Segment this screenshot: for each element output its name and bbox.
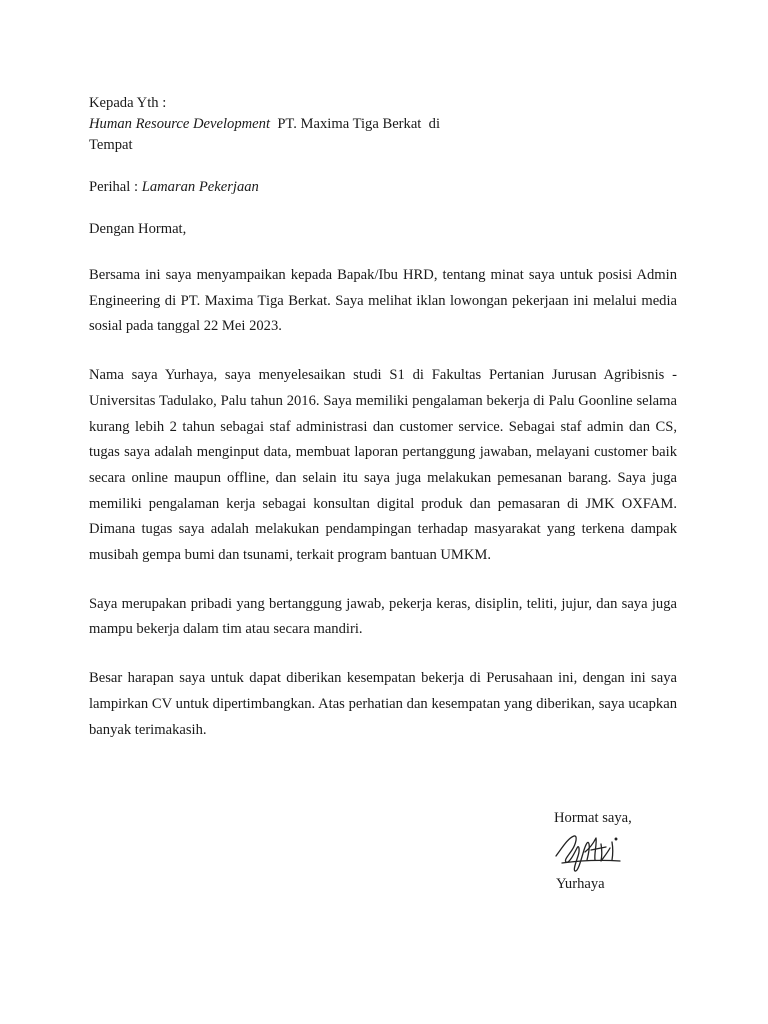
greeting: Dengan Hormat, — [89, 221, 187, 237]
signature-block — [554, 808, 694, 895]
paragraph-intro: Bersama ini saya menyampaikan kepada Bapak/Ibu HRD, tentang minat saya untuk posisi Admin Engineering di PT. Maxima Tiga Berkat. Saya melihat iklan lowongan pekerjaan ini melalui media sosial pada tanggal 22 Mei 2023. — [89, 267, 677, 335]
closing-phrase: Hormat saya, — [554, 810, 632, 826]
subject-line — [89, 177, 677, 198]
recipient-department: Human Resource Development — [89, 116, 271, 132]
letter-body — [89, 93, 677, 743]
signer-name: Yurhaya — [556, 876, 605, 892]
handwritten-signature — [554, 830, 624, 874]
paragraph-closing: Besar harapan saya untuk dapat diberikan kesempatan bekerja di Perusahaan ini, dengan ini saya lampirkan CV untuk dipertimbangkan. Atas perhatian dan kesempatan yang diberikan, saya ucapkan banyak terimakasih. — [89, 670, 677, 738]
recipient-company: PT. Maxima Tiga Berkat di — [270, 116, 441, 132]
recipient-place: Tempat — [89, 137, 133, 153]
subject-label: Perihal : — [89, 179, 142, 195]
subject-value: Lamaran Pekerjaan — [141, 179, 259, 195]
recipient-block — [89, 93, 677, 156]
paragraph-personality: Saya merupakan pribadi yang bertanggung jawab, pekerja keras, disiplin, teliti, jujur, dan saya juga mampu bekerja dalam tim atau secara mandiri. — [89, 595, 677, 638]
paragraph-experience: Nama saya Yurhaya, saya menyelesaikan studi S1 di Fakultas Pertanian Jurusan Agribisnis - Universitas Tadulako, Palu tahun 2016. Saya memiliki pengalaman bekerja di Palu Goonline selama kurang lebih 2 tahun sebagai staf administrasi dan customer service. Sebagai staf admin dan CS, tugas saya adalah menginput data, membuat laporan pertanggung jawaban, melayani customer baik secara online maupun offline, dan selain itu saya juga melakukan pemesanan barang. Saya juga memiliki pengalaman kerja sebagai konsultan digital produk dan pemasaran di JMK OXFAM. Dimana tugas saya adalah melakukan pendampingan terhadap masyarakat yang terkena dampak musibah gempa bumi dan tsunami, terkait program bantuan UMKM. — [89, 367, 677, 564]
recipient-line — [89, 114, 677, 135]
recipient-salutation: Kepada Yth : — [89, 95, 167, 111]
